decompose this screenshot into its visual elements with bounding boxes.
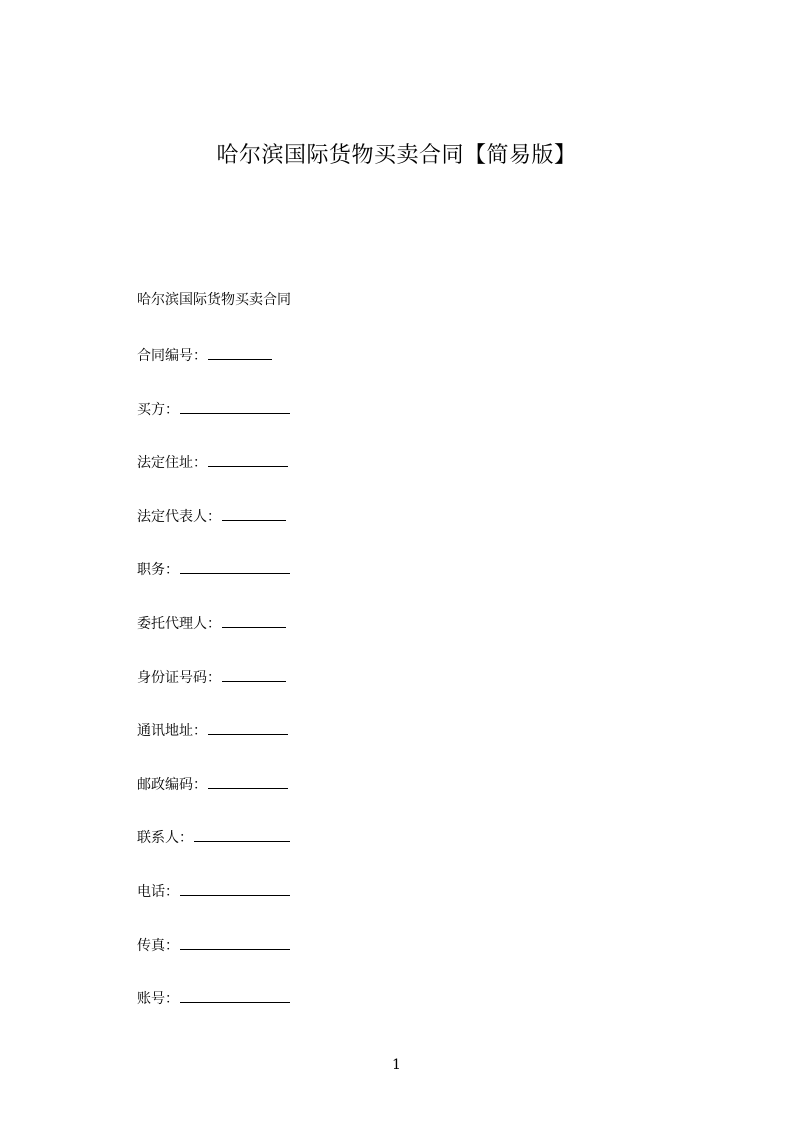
document-title: 哈尔滨国际货物买卖合同【简易版】 <box>216 143 577 168</box>
contract-fields <box>137 343 537 1040</box>
fill-in-blank[interactable] <box>208 343 272 360</box>
field-label: 联系人： <box>137 830 193 847</box>
legal-address-field <box>137 450 537 470</box>
id-number-field <box>137 665 537 685</box>
field-label: 委托代理人： <box>137 615 221 632</box>
phone-field <box>137 879 537 899</box>
fill-in-blank[interactable] <box>180 397 290 414</box>
field-label: 账号： <box>137 991 179 1008</box>
field-label: 通讯地址： <box>137 723 207 740</box>
field-label: 合同编号： <box>137 348 207 364</box>
fill-in-blank[interactable] <box>180 986 290 1003</box>
postal-code-field <box>137 772 537 792</box>
fill-in-blank[interactable] <box>222 611 286 628</box>
field-label: 传真： <box>137 937 179 954</box>
fax-field <box>137 933 537 953</box>
fill-in-blank[interactable] <box>208 718 288 735</box>
fill-in-blank[interactable] <box>194 825 290 842</box>
fill-in-blank[interactable] <box>208 772 288 789</box>
fill-in-blank[interactable] <box>180 879 290 896</box>
fill-in-blank[interactable] <box>208 450 288 467</box>
position-field <box>137 557 537 577</box>
field-label: 身份证号码： <box>137 669 221 686</box>
mailing-address-field <box>137 718 537 738</box>
field-label: 邮政编码： <box>137 776 207 793</box>
field-label: 电话： <box>137 883 179 900</box>
contract-heading: 哈尔滨国际货物买卖合同 <box>137 292 291 308</box>
buyer-field <box>137 397 537 417</box>
legal-representative-field <box>137 504 537 524</box>
field-label: 买方： <box>137 401 179 418</box>
fill-in-blank[interactable] <box>222 504 286 521</box>
field-label: 职务： <box>137 562 179 579</box>
authorized-agent-field <box>137 611 537 631</box>
fill-in-blank[interactable] <box>222 665 286 682</box>
contact-person-field <box>137 825 537 845</box>
field-label: 法定代表人： <box>137 508 221 525</box>
field-label: 法定住址： <box>137 455 207 472</box>
account-field <box>137 986 537 1006</box>
contract-number-field <box>137 343 537 363</box>
fill-in-blank[interactable] <box>180 557 290 574</box>
fill-in-blank[interactable] <box>180 933 290 950</box>
page-number: 1 <box>392 1057 401 1073</box>
